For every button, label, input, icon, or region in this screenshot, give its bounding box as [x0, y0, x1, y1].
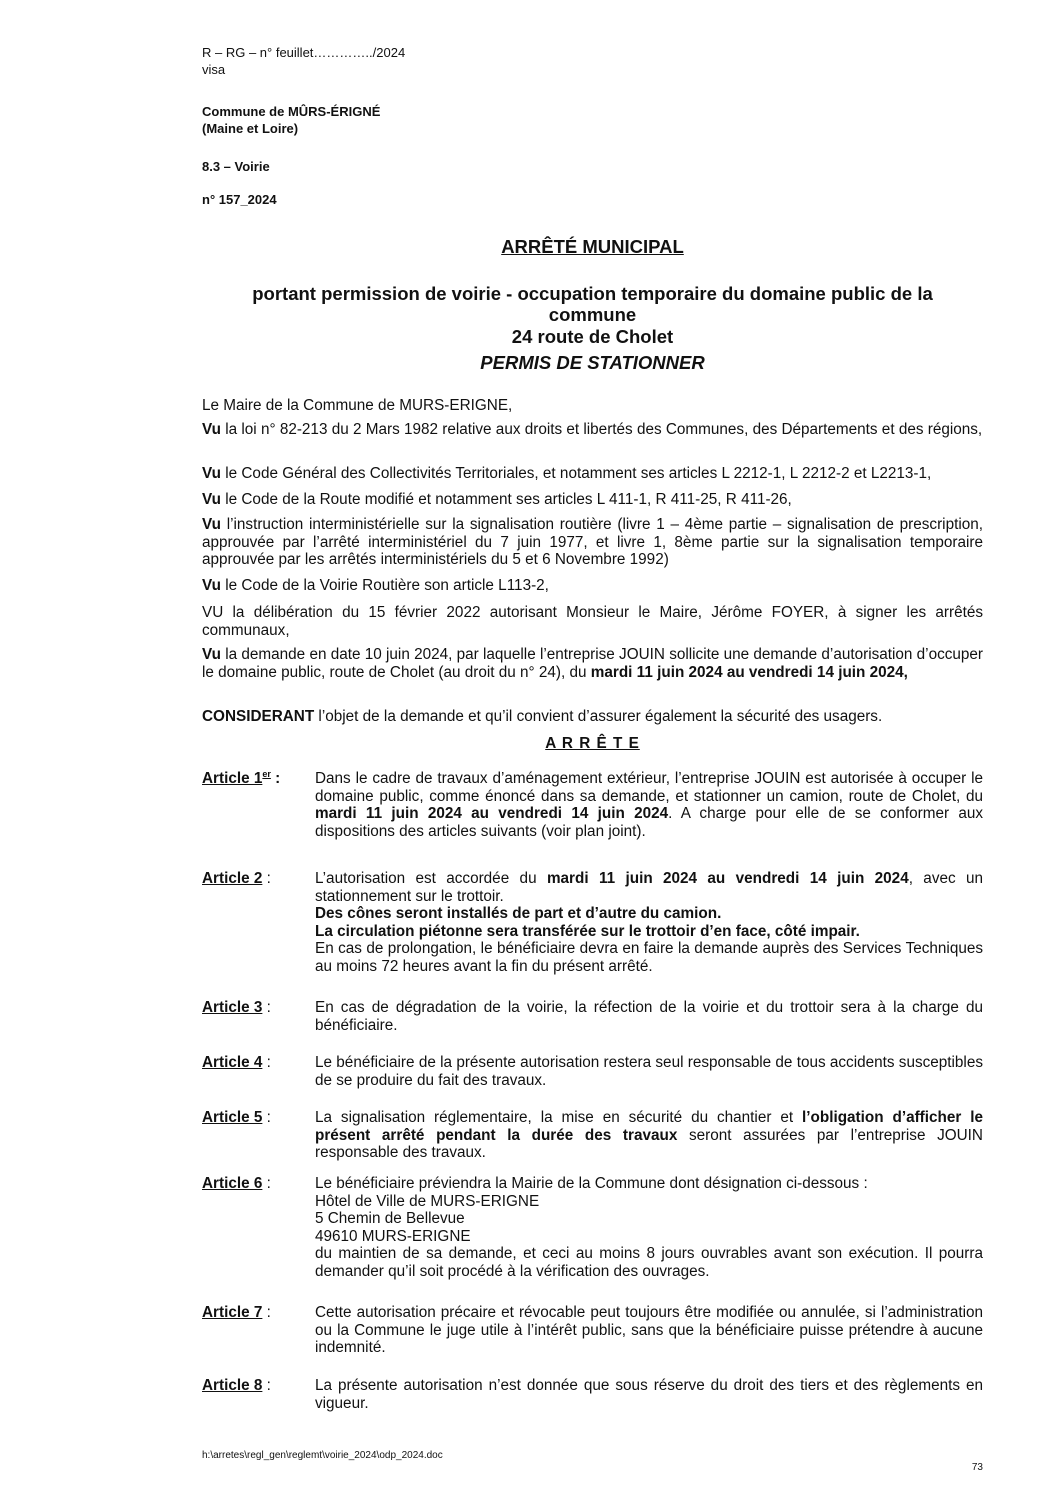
article-7-label	[202, 1304, 271, 1322]
commune-department: (Maine et Loire)	[202, 121, 299, 136]
vu-text: le Code Général des Collectivités Territoriales, et notamment ses articles L 2212-1, L 2212-2 et L2213-1,	[220, 465, 932, 482]
article-label-text: Article 4	[202, 1054, 263, 1071]
commune-name: Commune de MÛRS-ÉRIGNÉ	[202, 104, 381, 119]
article-8-label	[202, 1377, 271, 1395]
footer-file-path: h:\arretes\regl_gen\reglemt\voirie_2024\odp_2024.doc	[202, 1450, 443, 1461]
page-number: 73	[971, 1462, 983, 1473]
vu-text: la loi n° 82-213 du 2 Mars 1982 relative aux droits et libertés des Communes, des Départements et des régions,	[220, 421, 983, 438]
subtitle-line-2: commune	[548, 304, 637, 325]
vu-text: VU la délibération du 15 février 2022 autorisant Monsieur le Maire, Jérôme FOYER, à signer les arrêtés communaux,	[202, 604, 983, 639]
article-7-text: Cette autorisation précaire et révocable peut toujours être modifiée ou annulée, si l’administration ou la Commune le juge utile à l’intérêt public, sans que la bénéficiaire puisse prétendre à aucune indemnité.	[315, 1304, 983, 1357]
display-obligation: l’obligation d’afficher le présent arrêté pendant la durée des travaux	[315, 1109, 983, 1144]
vu-lead: Vu	[202, 491, 221, 508]
town-hall-city: 49610 MURS-ERIGNE	[315, 1227, 471, 1245]
article-text-part: seront assurées par l’entreprise JOUIN responsable des travaux.	[315, 1126, 983, 1162]
article-3-text: En cas de dégradation de la voirie, la réfection de la voirie et du trottoir sera à la charge du bénéficiaire.	[315, 999, 983, 1034]
considerant-lead: CONSIDERANT	[202, 708, 315, 725]
vu-lead: Vu	[202, 516, 221, 533]
article-label-suffix: :	[262, 999, 271, 1016]
request-dates: mardi 11 juin 2024 au vendredi 14 juin 2024,	[590, 663, 908, 681]
article-1-text	[315, 770, 983, 840]
article-4-label	[202, 1054, 271, 1072]
article-label-suffix: :	[262, 1175, 271, 1192]
permit-title: PERMIS DE STATIONNER	[480, 352, 705, 373]
article-2-label	[202, 870, 271, 888]
article-label-text: Article 1	[202, 770, 263, 787]
document-title: ARRÊTÉ MUNICIPAL	[501, 236, 684, 257]
article-dates: mardi 11 juin 2024 au vendredi 14 juin 2024	[546, 870, 909, 887]
article-label-suffix: :	[262, 1377, 271, 1394]
considerant-text: l’objet de la demande et qu’il convient d’assurer également la sécurité des usagers.	[314, 708, 883, 725]
article-label-suffix: :	[262, 1109, 271, 1126]
article-3-label	[202, 999, 271, 1017]
article-4-text: Le bénéficiaire de la présente autorisation restera seul responsable de tous accidents susceptibles de se produire du fait des travaux.	[315, 1054, 983, 1089]
article-5-text	[315, 1109, 983, 1162]
article-text-part: La signalisation réglementaire, la mise en sécurité du chantier et	[315, 1109, 802, 1126]
arrete-heading: A R R Ê T E	[545, 735, 640, 752]
vu-text: la demande en date 10 juin 2024, par laquelle l’entreprise JOUIN sollicite une demande d’autorisation d’occuper le domaine public, route de Cholet (au droit du n° 24), du	[202, 646, 983, 681]
article-6-text	[315, 1175, 983, 1281]
article-8-text: La présente autorisation n’est donnée que sous réserve du droit des tiers et des règlements en vigueur.	[315, 1377, 983, 1412]
considerant-clause	[202, 708, 983, 726]
article-label-text: Article 3	[202, 999, 263, 1016]
article-label-text: Article 5	[202, 1109, 263, 1126]
article-label-suffix: :	[262, 1054, 271, 1071]
vu-clause-2	[202, 465, 983, 483]
article-label-suffix: :	[262, 870, 271, 887]
arrete-number: n° 157_2024	[202, 192, 277, 207]
vu-clause-1	[202, 421, 983, 439]
article-text-part: En cas de prolongation, le bénéficiaire devra en faire la demande auprès des Services Techniques au moins 72 heures avant la fin du présent arrêté.	[315, 940, 983, 975]
vu-clause-4	[202, 516, 983, 569]
address-line: 24 route de Cholet	[511, 326, 674, 347]
article-label-suffix: :	[262, 1304, 271, 1321]
article-label-suffix: :	[270, 770, 281, 787]
cones-notice: Des cônes seront installés de part et d’autre du camion.	[315, 905, 722, 923]
vu-clause-3	[202, 491, 983, 509]
reference-line: R – RG – n° feuillet…………../2024	[202, 45, 406, 60]
article-label-text: Article 7	[202, 1304, 263, 1321]
subtitle-line-1: portant permission de voirie - occupation temporaire du domaine public de la	[252, 283, 933, 304]
vu-lead: Vu	[202, 646, 221, 663]
article-text-part: du maintien de sa demande, et ceci au moins 8 jours ouvrables avant son exécution. Il pourra demander qu’il soit procédé à la vérification des ouvrages.	[315, 1245, 983, 1280]
article-text-part: . A charge pour elle de se conformer aux dispositions des articles suivants (voir plan joint).	[315, 805, 983, 840]
article-label-text: Article 2	[202, 870, 263, 887]
article-1-label	[202, 770, 280, 788]
category-label: 8.3 – Voirie	[202, 159, 270, 174]
vu-text: le Code de la Route modifié et notamment ses articles L 411-1, R 411-25, R 411-26,	[220, 491, 792, 508]
vu-lead: Vu	[202, 577, 221, 594]
visa-label: visa	[202, 62, 226, 77]
vu-clause-6	[202, 604, 983, 639]
pedestrian-notice: La circulation piétonne sera transférée sur le trottoir d’en face, côté impair.	[315, 922, 860, 940]
vu-lead: Vu	[202, 465, 221, 482]
article-dates: mardi 11 juin 2024 au vendredi 14 juin 2024	[315, 805, 669, 823]
vu-clause-7	[202, 646, 983, 681]
article-text-part: L’autorisation est accordée du	[315, 870, 547, 887]
town-hall-street: 5 Chemin de Bellevue	[315, 1210, 465, 1228]
article-2-text	[315, 870, 983, 976]
town-hall-name: Hôtel de Ville de MURS-ERIGNE	[315, 1192, 540, 1210]
article-6-label	[202, 1175, 271, 1193]
preamble-intro: Le Maire de la Commune de MURS-ERIGNE,	[202, 397, 513, 414]
article-5-label	[202, 1109, 271, 1127]
article-text-part: Dans le cadre de travaux d’aménagement extérieur, l’entreprise JOUIN est autorisée à occuper le domaine public, comme énoncé dans sa demande, et stationner un camion, route de Cholet, du	[315, 770, 983, 805]
article-text-part: Le bénéficiaire préviendra la Mairie de la Commune dont désignation ci-dessous :	[315, 1175, 868, 1192]
article-label-text: Article 8	[202, 1377, 263, 1394]
vu-text: l’instruction interministérielle sur la signalisation routière (livre 1 – 4ème partie – signalisation de prescription, approuvée par l’arrêté interministériel du 7 juin 1977, et livre 1, 8ème partie sur la signalisation temporaire approuvée par les arrêtés interministériels du 5 et 6 Novembre 1992)	[202, 516, 983, 569]
vu-lead: Vu	[202, 421, 221, 438]
article-text-part: , avec un stationnement sur le trottoir.	[315, 870, 983, 905]
vu-text: le Code de la Voirie Routière son article L113-2,	[220, 577, 549, 594]
article-label-text: Article 6	[202, 1175, 263, 1192]
vu-clause-5	[202, 577, 983, 595]
article-label-sup: er	[262, 769, 271, 779]
